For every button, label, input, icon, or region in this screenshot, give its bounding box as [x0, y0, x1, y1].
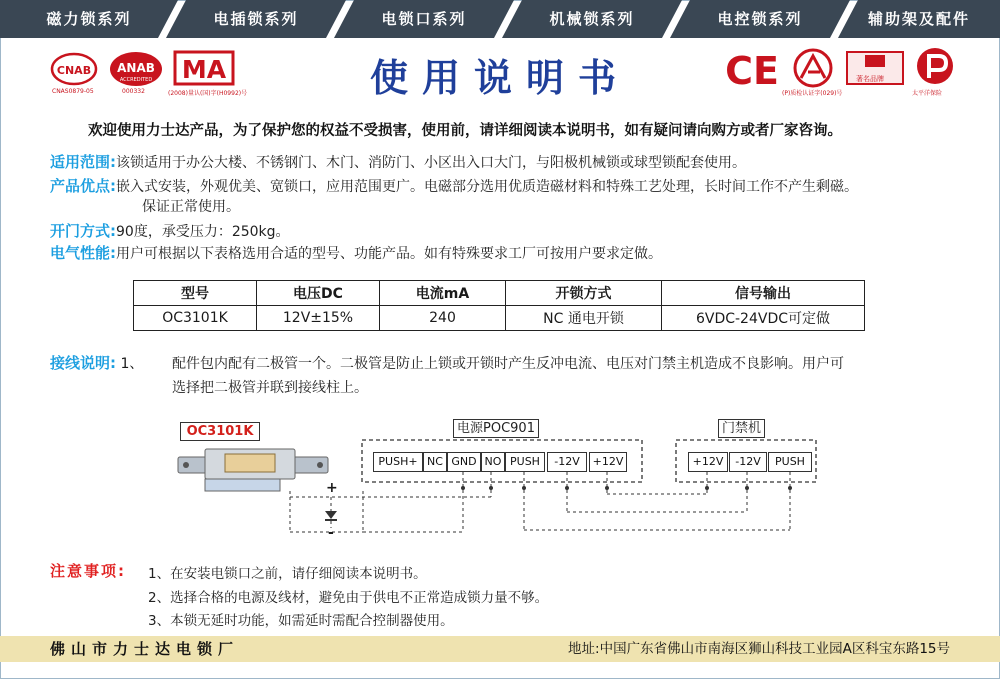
tab-accessories[interactable]: 辅助架及配件 [838, 0, 1000, 38]
tab-electric-control-lock[interactable]: 电控锁系列 [670, 0, 850, 38]
header-current: 电流mA [380, 281, 506, 306]
ac-terminal-minus-12v: -12V [729, 452, 767, 472]
psu-title: 电源POC901 [453, 419, 539, 438]
header-model: 型号 [134, 281, 257, 306]
advantage-text-cont: 保证正常使用。 [142, 199, 240, 215]
electrical-label: 电气性能: [50, 244, 116, 262]
open-text: 90度，承受压力：250kg。 [116, 224, 290, 240]
header-unlock-mode: 开锁方式 [506, 281, 662, 306]
ac-terminal-plus-12v: +12V [688, 452, 728, 472]
company-address: 地址:中国广东省佛山市南海区狮山科技工业园A区科宝东路15号 [568, 641, 950, 657]
scope-label: 适用范围: [50, 153, 116, 171]
tab-magnetic-lock[interactable]: 磁力锁系列 [0, 0, 178, 38]
notes-label: 注意事项: [50, 562, 126, 580]
electrical-text: 用户可根据以下表格选用合适的型号、功能产品。如有特殊要求工厂可按用户要求定做。 [116, 246, 662, 262]
ccc-caption: (P)质检认证字(029)号 [782, 90, 843, 97]
minus-sign: - [328, 525, 334, 541]
terminal-push-plus: PUSH+ [373, 452, 423, 472]
model-label: OC3101K [180, 422, 260, 441]
svg-text:CNAB: CNAB [56, 64, 92, 77]
note-item-1: 1、在安装电锁口之前，请仔细阅读本说明书。 [148, 566, 427, 582]
company-name: 佛山市力士达电锁厂 [50, 640, 240, 658]
scope-text: 该锁适用于办公大楼、不锈钢门、木门、消防门、小区出入口大门，与阳极机械锁或球型锁配套使用。 [116, 155, 746, 171]
terminal-nc: NC [423, 452, 447, 472]
terminal-plus-12v: +12V [589, 452, 627, 472]
cell-unlock-mode: NC 通电开锁 [506, 306, 662, 331]
svg-text:ACCREDITED: ACCREDITED [119, 77, 153, 83]
terminal-minus-12v: -12V [547, 452, 587, 472]
wiring-number: 1、 [120, 356, 144, 372]
note-item-3: 3、本锁无延时功能，如需延时需配合控制器使用。 [148, 613, 454, 629]
wiring-line-2: 选择把二极管并联到接线柱上。 [172, 380, 368, 396]
ma-caption: (2008)量认(国)字(H0992)号 [168, 90, 248, 97]
tab-mechanical-lock[interactable]: 机械锁系列 [502, 0, 682, 38]
ac-terminal-push: PUSH [768, 452, 812, 472]
cell-model: OC3101K [134, 306, 257, 331]
lock-image [178, 449, 328, 491]
cell-current: 240 [380, 306, 506, 331]
svg-text:CE: CE [725, 50, 779, 90]
svg-text:MA: MA [181, 55, 227, 84]
svg-text:ANAB: ANAB [117, 61, 155, 75]
taiping-caption: 太平洋保险 [912, 90, 943, 97]
footer-bar [0, 636, 1000, 662]
brand-caption: 著名品牌 [856, 75, 884, 83]
page-title: 使用说明书 [369, 55, 630, 100]
header-voltage: 电压DC [257, 281, 380, 306]
wiring-label: 接线说明: [50, 354, 116, 372]
cnab-caption: CNAS0879-05 [52, 88, 94, 95]
access-control-title: 门禁机 [718, 419, 765, 438]
cell-voltage: 12V±15% [257, 306, 380, 331]
tab-bolt-lock[interactable]: 电插锁系列 [166, 0, 346, 38]
open-label: 开门方式: [50, 222, 116, 240]
header-signal-output: 信号输出 [662, 281, 865, 306]
welcome-text: 欢迎使用力士达产品，为了保护您的权益不受损害，使用前，请详细阅读本说明书，如有疑问请向购方或者厂家咨询。 [88, 123, 842, 139]
terminal-gnd: GND [447, 452, 481, 472]
tab-strike-lock[interactable]: 电锁口系列 [334, 0, 514, 38]
advantage-text: 嵌入式安装，外观优美、宽锁口，应用范围更广。电磁部分选用优质造磁材料和特殊工艺处理，长时间工作不产生剩磁。 [116, 179, 858, 195]
advantage-label: 产品优点: [50, 177, 116, 195]
terminal-no: NO [481, 452, 505, 472]
wiring-line-1: 配件包内配有二极管一个。二极管是防止上锁或开锁时产生反冲电流、电压对门禁主机造成不良影响。用户可 [172, 356, 844, 372]
plus-sign: + [326, 480, 338, 496]
anab-caption: 000332 [122, 88, 145, 95]
cell-signal-output: 6VDC-24VDC可定做 [662, 306, 865, 331]
terminal-push: PUSH [505, 452, 545, 472]
note-item-2: 2、选择合格的电源及线材，避免由于供电不正常造成锁力量不够。 [148, 590, 549, 606]
